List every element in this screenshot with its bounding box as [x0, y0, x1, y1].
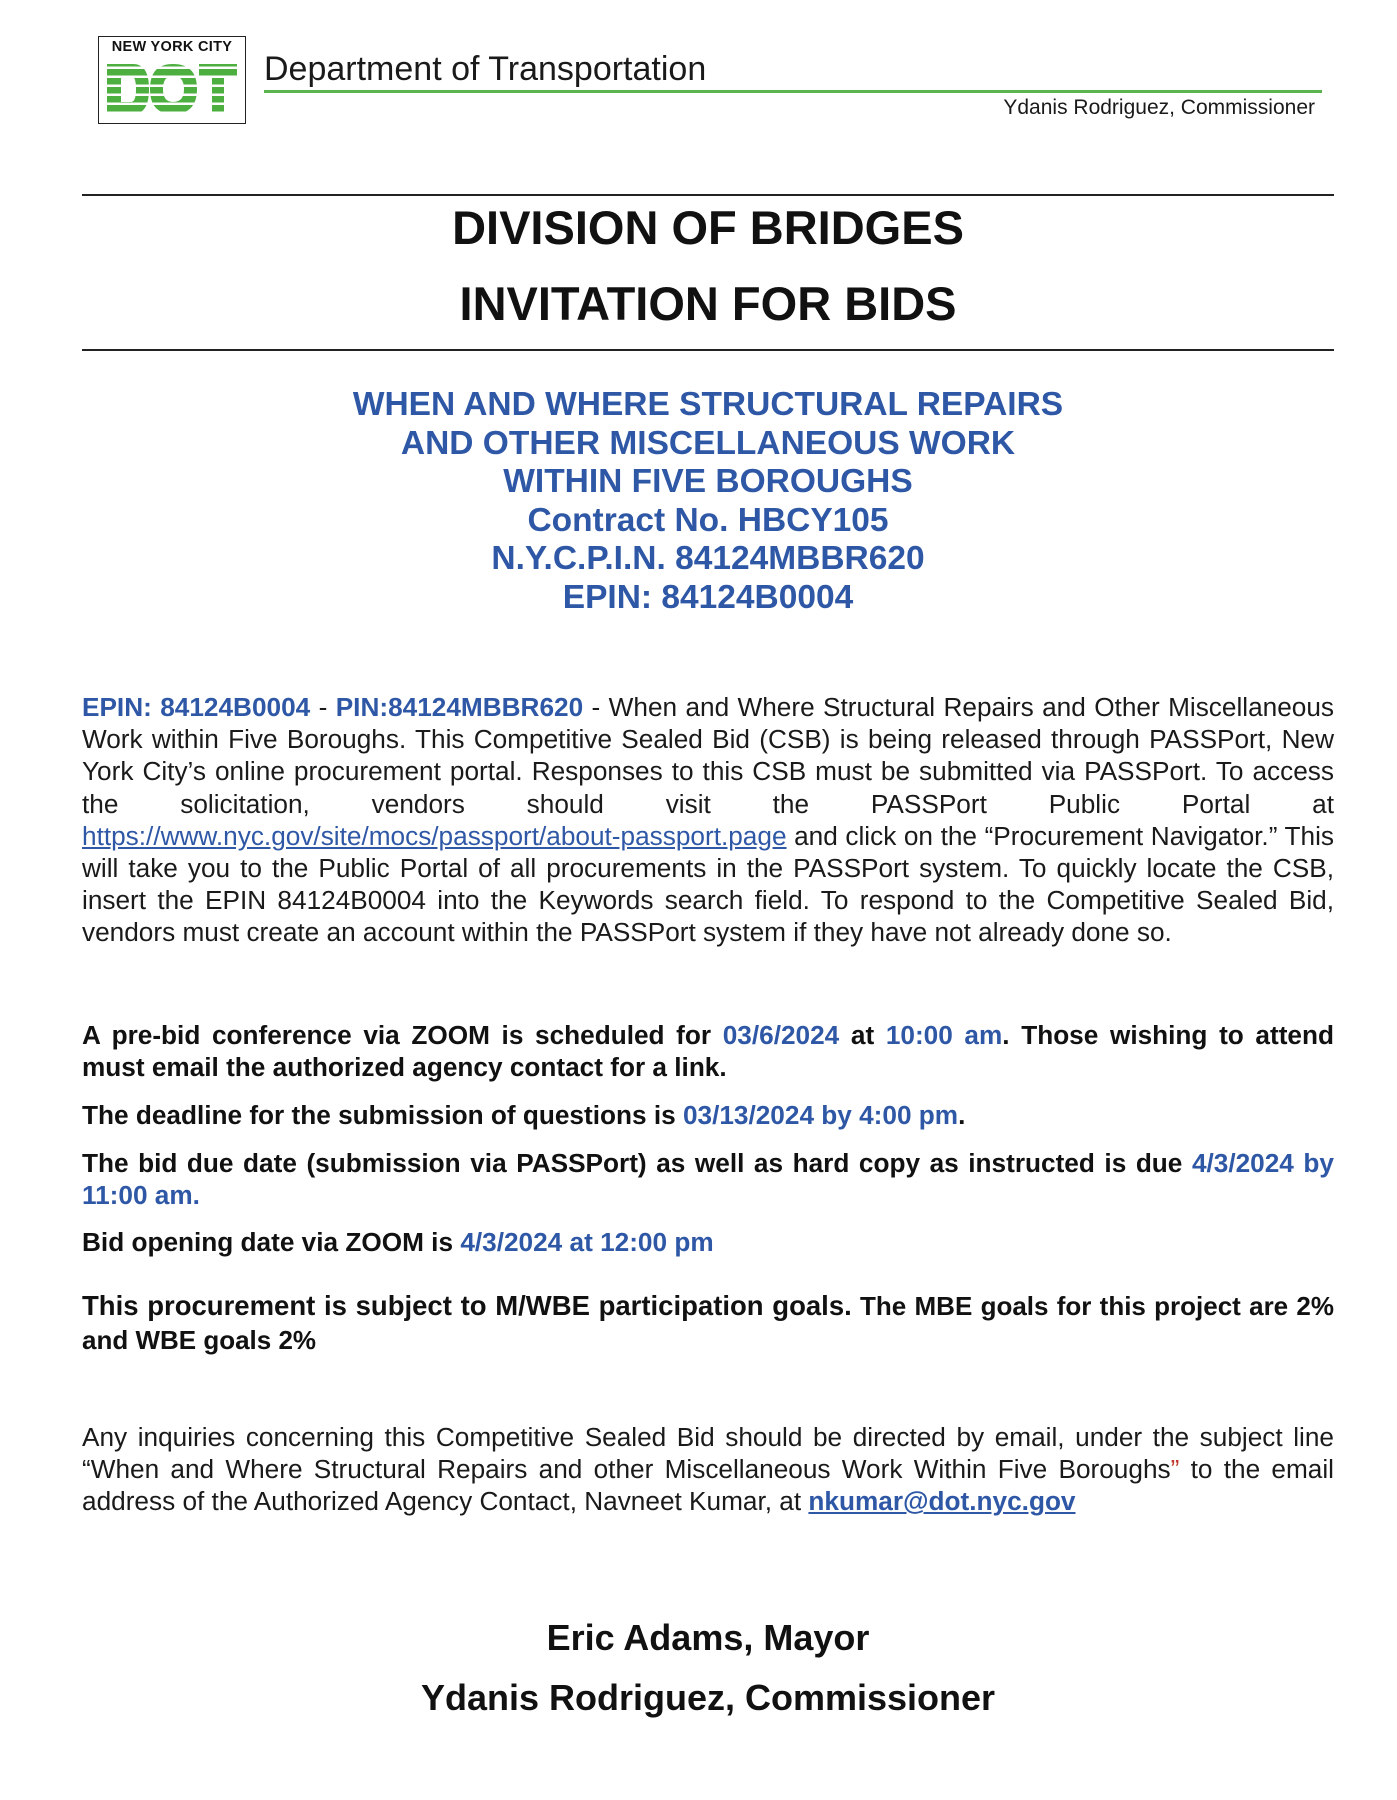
opening-paragraph	[82, 1226, 1334, 1258]
invitation-title: INVITATION FOR BIDS	[459, 277, 957, 330]
header-commissioner: Ydanis Rodriguez, Commissioner	[1003, 96, 1315, 119]
due-text: The bid due date (submission via PASSPort) as well as hard copy as instructed is due	[82, 1148, 1192, 1178]
intro-text-2: and click on the “Procurement Navigator.” This will take you to the Public Portal of all procurements in the PASSPort system. To quickly locate the CSB, insert the EPIN 84124B0004 into the Keywords search field. To respond to the Competitive Sealed Bid, vendors must create an account within the PASSPort system if they have not already done so.	[82, 820, 1334, 948]
project-line-2: AND OTHER MISCELLANEOUS WORK	[400, 424, 1016, 462]
project-heading	[82, 386, 1334, 617]
intro-epin: EPIN: 84124B0004	[82, 692, 311, 722]
mwbe-text-a: This procurement is subject to M/WBE participation goals.	[82, 1290, 852, 1321]
questions-period: .	[958, 1100, 966, 1130]
logo-city-text: NEW YORK CITY	[111, 39, 233, 55]
questions-paragraph	[82, 1099, 1334, 1131]
due-paragraph	[82, 1147, 1334, 1211]
contract-number: Contract No. HBCY105	[527, 501, 889, 539]
project-line-1: WHEN AND WHERE STRUCTURAL REPAIRS	[352, 386, 1064, 423]
commissioner-signature: Ydanis Rodriguez, Commissioner	[420, 1677, 996, 1718]
title-bottom-rule	[82, 349, 1334, 351]
nyc-dot-logo	[98, 36, 246, 124]
intro-paragraph	[82, 691, 1334, 949]
due-date: 4/3/2024 by 11:00 am.	[82, 1148, 1334, 1211]
epin: EPIN: 84124B0004	[562, 578, 854, 616]
contact-email-link[interactable]: nkumar@dot.nyc.gov	[808, 1486, 1076, 1517]
title-top-rule	[82, 194, 1334, 196]
header-green-rule	[264, 90, 1322, 93]
passport-link[interactable]: https://www.nyc.gov/site/mocs/passport/about-passport.page	[82, 820, 787, 851]
inquiries-text-a: Any inquiries concerning this Competitive Sealed Bid should be directed by email, under the subject line “When and Where Structural Repairs and other Miscellaneous Work Within Five Boroughs	[82, 1422, 1334, 1485]
nycpin: N.Y.C.P.I.N. 84124MBBR620	[491, 540, 925, 577]
dot-logo-graphic	[103, 60, 241, 118]
mayor-signature: Eric Adams, Mayor	[546, 1617, 870, 1658]
inquiries-text-b: to the email address of the Authorized Agency Contact, Navneet Kumar, at	[82, 1454, 1335, 1517]
inquiries-quote: ”	[1170, 1454, 1180, 1485]
project-line-3: WITHIN FIVE BOROUGHS	[503, 463, 913, 500]
inquiries-paragraph	[82, 1421, 1334, 1518]
intro-separator: -	[310, 692, 336, 722]
prebid-text-a: A pre-bid conference via ZOOM is scheduled for	[82, 1020, 723, 1050]
prebid-text-c: . Those wishing to attend must email the authorized agency contact for a link.	[82, 1020, 1334, 1083]
mwbe-paragraph	[82, 1289, 1334, 1357]
questions-text: The deadline for the submission of questions is	[82, 1100, 683, 1130]
prebid-time: 10:00 am	[885, 1020, 1003, 1050]
opening-date: 4/3/2024 at 12:00 pm	[460, 1227, 714, 1257]
intro-pin: PIN:84124MBBR620	[335, 692, 584, 722]
intro-text-1: - When and Where Structural Repairs and Other Miscellaneous Work within Five Boroughs. This Competitive Sealed Bid (CSB) is being released through PASSPort, New York City’s online procurement portal. Responses to this CSB must be submitted via PASSPort. To access the solicitation, vendors should visit the PASSPort Public Portal at	[82, 692, 1335, 819]
opening-text: Bid opening date via ZOOM is	[82, 1227, 461, 1257]
questions-deadline: 03/13/2024 by 4:00 pm	[682, 1100, 959, 1130]
mwbe-text-b: The MBE goals for this project are 2% and WBE goals 2%	[82, 1291, 1334, 1355]
prebid-date: 03/6/2024	[722, 1020, 840, 1050]
prebid-text-b: at	[839, 1020, 886, 1050]
division-title: DIVISION OF BRIDGES	[452, 201, 964, 254]
department-name: Department of Transportation	[264, 50, 707, 88]
prebid-paragraph	[82, 1019, 1334, 1083]
